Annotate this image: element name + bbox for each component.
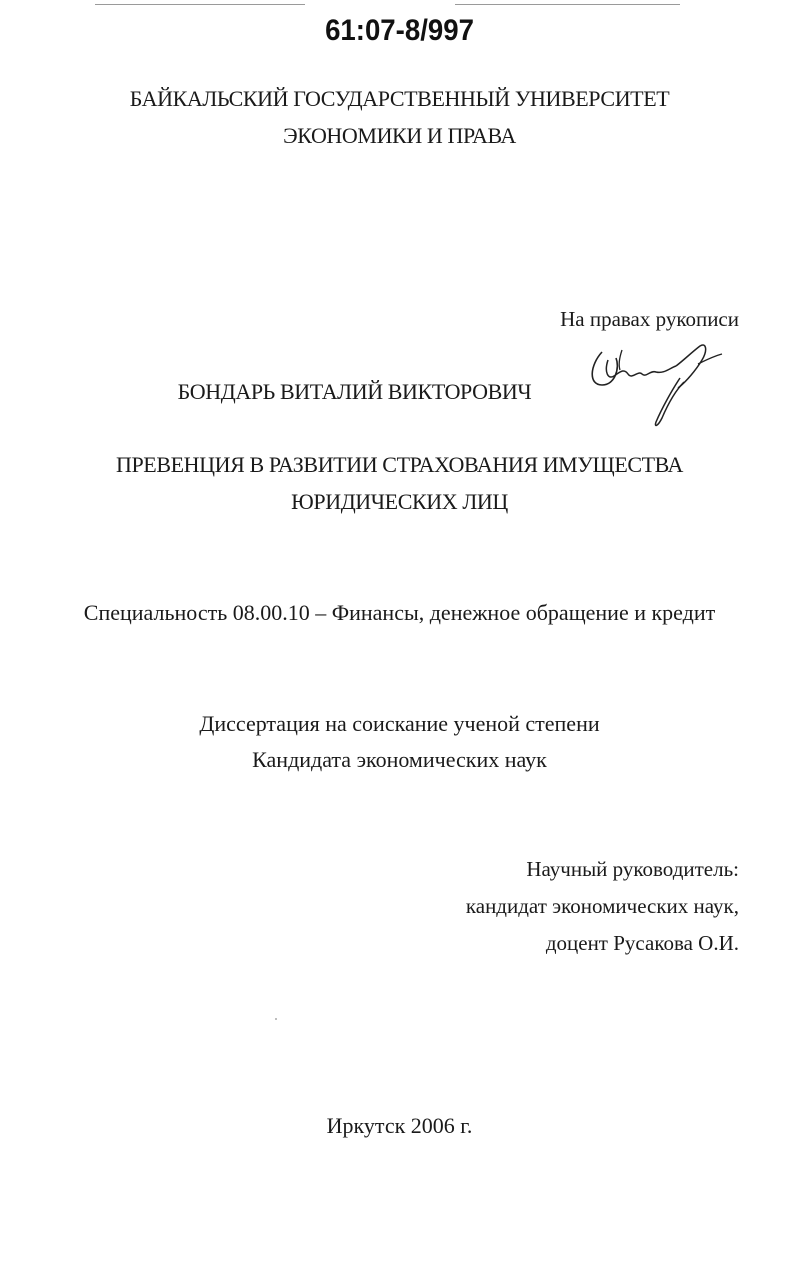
institution-line-2: ЭКОНОМИКИ И ПРАВА xyxy=(283,123,516,148)
manuscript-note: На правах рукописи xyxy=(560,307,739,331)
scan-speck xyxy=(275,1018,277,1020)
author-name: БОНДАРЬ ВИТАЛИЙ ВИКТОРОВИЧ xyxy=(177,379,532,404)
specialty: Специальность 08.00.10 – Финансы, денежное обращение и кредит xyxy=(83,600,716,625)
degree-line-1: Диссертация на соискание ученой степени xyxy=(199,711,600,736)
dissertation-title-line-2: ЮРИДИЧЕСКИХ ЛИЦ xyxy=(291,489,508,514)
handwritten-signature-icon xyxy=(580,330,730,435)
supervisor-degree: кандидат экономических наук, xyxy=(465,894,739,918)
scan-artifact-line xyxy=(95,4,305,5)
supervisor-name: доцент Русакова О.И. xyxy=(545,931,739,955)
library-stamp-code: 61:07-8/997 xyxy=(325,14,474,47)
dissertation-title-line-1: ПРЕВЕНЦИЯ В РАЗВИТИИ СТРАХОВАНИЯ ИМУЩЕСТВА xyxy=(115,452,684,477)
supervisor-heading: Научный руководитель: xyxy=(526,857,739,881)
place-and-year: Иркутск 2006 г. xyxy=(326,1113,473,1138)
degree-line-2: Кандидата экономических наук xyxy=(252,747,547,772)
institution-line-1: БАЙКАЛЬСКИЙ ГОСУДАРСТВЕННЫЙ УНИВЕРСИТЕТ xyxy=(129,86,670,111)
scan-artifact-line xyxy=(455,4,680,5)
